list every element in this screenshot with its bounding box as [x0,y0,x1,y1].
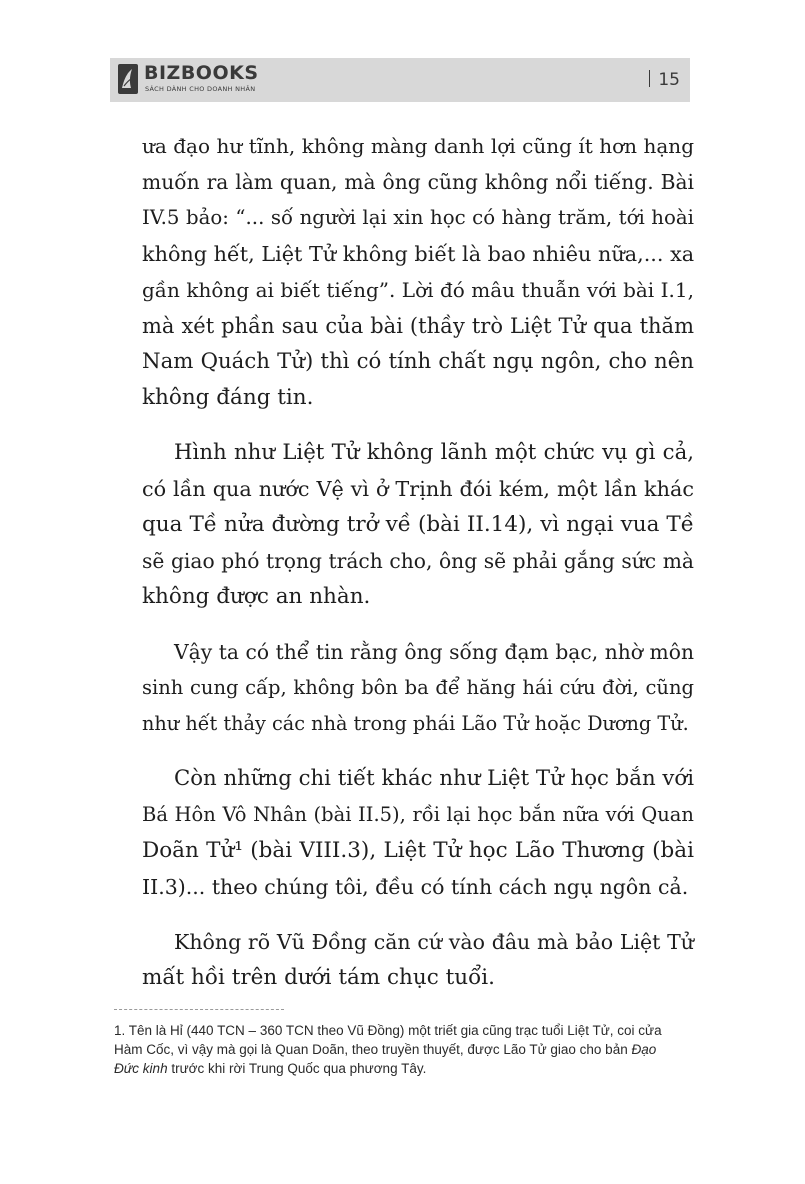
paragraph-2 [142,435,694,615]
page-number-value: 15 [658,70,680,90]
footnote-book-title: Đạo [631,1042,657,1057]
page-number [649,70,680,90]
text-line: có lần qua nước Vệ vì ở Trịnh đói kém, một lần khác [142,477,694,501]
page-number-divider [649,70,650,87]
main-text [142,128,694,1015]
paragraph-5 [142,924,694,996]
text-line: IV.5 bảo: “... số người lại xin học có hàng trăm, tới hoài [142,206,694,229]
paragraph-4 [142,761,694,905]
text-line: II.3)... theo chúng tôi, đều có tính cách ngụ ngôn cả. [142,875,689,899]
text-line: Hình như Liệt Tử không lãnh một chức vụ gì cả, [174,440,694,465]
footnote-line [114,1040,694,1059]
brand-name: BIZBOOKS [144,62,259,84]
page-header [110,58,690,102]
text-line: qua Tề nửa đường trở về (bài II.14), vì ngại vua Tề [142,512,694,537]
footnote-book-title: Đức kinh [114,1061,168,1076]
footnote-text: Hàm Cốc, vì vậy mà gọi là Quan Doãn, theo truyền thuyết, được Lão Tử giao cho bản [114,1042,628,1057]
text-line: không đáng tin. [142,385,314,410]
footnote [114,1021,694,1078]
text-line: Nam Quách Tử) thì có tính chất ngụ ngôn, cho nên [142,349,694,374]
footnote-line [114,1059,694,1078]
text-line: ưa đạo hư tĩnh, không màng danh lợi cũng ít hơn hạng [142,134,694,158]
text-line: mất hồi trên dưới tám chục tuổi. [142,965,495,990]
text-line: Vậy ta có thể tin rằng ông sống đạm bạc, nhờ môn [174,640,694,664]
text-line: Không rõ Vũ Đồng căn cứ vào đâu mà bảo Liệt Tử [174,930,694,954]
text-line: muốn ra làm quan, mà ông cũng không nổi tiếng. Bài [142,170,694,194]
bizbooks-logo-icon [118,64,138,94]
footnote-line: 1. Tên là Hỉ (440 TCN – 360 TCN theo Vũ Đồng) một triết gia cũng trạc tuổi Liệt Tử, coi cửa [114,1023,662,1038]
text-line: như hết thảy các nhà trong phái Lão Tử hoặc Dương Tử. [142,712,689,735]
text-line: sẽ giao phó trọng trách cho, ông sẽ phải gắng sức mà [142,549,694,573]
paragraph-3 [142,634,694,742]
text-line: không hết, Liệt Tử không biết là bao nhiêu nữa,... xa [142,242,695,266]
paragraph-1 [142,128,694,416]
text-line: Còn những chi tiết khác như Liệt Tử học bắn với [174,766,694,791]
text-line: Doãn Tử¹ (bài VIII.3), Liệt Tử học Lão Thương (bài [142,838,694,863]
text-line: mà xét phần sau của bài (thầy trò Liệt Tử qua thăm [142,314,694,338]
footnote-text: trước khi rời Trung Quốc qua phương Tây. [171,1061,427,1076]
text-line: gần không ai biết tiếng”. Lời đó mâu thuẫn với bài I.1, [142,278,694,302]
footnote-divider [114,1009,284,1010]
text-line: Bá Hôn Vô Nhân (bài II.5), rồi lại học bắn nữa với Quan [142,803,694,826]
text-line: sinh cung cấp, không bôn ba để hăng hái cứu đời, cũng [142,676,694,699]
brand-tagline: SÁCH DÀNH CHO DOANH NHÂN [145,85,256,93]
text-line: không được an nhàn. [142,584,371,609]
